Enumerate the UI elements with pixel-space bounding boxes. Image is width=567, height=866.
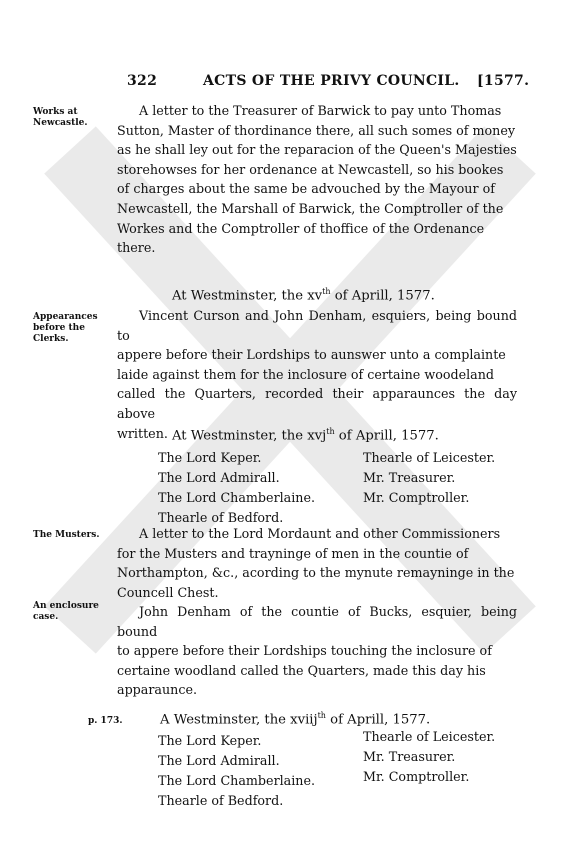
attendee: Mr. Treasurer.: [363, 749, 456, 764]
attendance-list-left: [158, 731, 315, 811]
page-number: 322: [127, 73, 158, 89]
attendance-list-right: [363, 448, 495, 508]
heading-text: At Westminster, the xvj: [172, 428, 327, 444]
margin-note-line: before the: [33, 323, 85, 333]
attendee: The Lord Chamberlaine.: [158, 773, 316, 788]
text-line: certaine woodland called the Quarters, made this day his: [117, 662, 486, 678]
text-line: John Denham of the countie of Bucks, esquier, being bound: [117, 604, 517, 639]
text-line: written.: [117, 425, 168, 441]
margin-note-line: case.: [33, 612, 59, 622]
text-line: for the Musters and trayninge of men in the countie of: [117, 545, 469, 561]
margin-note-line: Clerks.: [33, 334, 69, 344]
paragraph: [117, 306, 517, 443]
heading-text: of Aprill, 1577.: [325, 712, 431, 728]
heading-superscript: th: [326, 427, 335, 436]
attendee: The Lord Keper.: [158, 733, 262, 748]
paragraph: [117, 101, 517, 258]
entry-musters: [117, 524, 517, 602]
margin-note-musters: [33, 530, 100, 541]
text-line: there.: [117, 240, 156, 256]
entry-enclosure: [117, 602, 517, 700]
running-title: ACTS OF THE PRIVY COUNCIL.: [203, 73, 460, 89]
attendee: The Lord Keper.: [158, 450, 262, 465]
attendee: Mr. Comptroller.: [363, 769, 470, 784]
session-heading-16-april: [172, 427, 439, 443]
text-line: Sutton, Master of thordinance there, all such somes of money: [117, 122, 516, 138]
session-heading-18-april: [160, 711, 430, 727]
text-line: storehowses for her ordenance at Newcastell, so his bookes: [117, 161, 504, 177]
text-line: to appere before their Lordships touching the inclosure of: [117, 643, 492, 659]
text-line: Northampton, &c., acording to the mynute remayninge in the: [117, 565, 515, 581]
entry-appearances: [117, 306, 517, 443]
text-line: called the Quarters, recorded their apparaunces the day above: [117, 386, 517, 421]
attendee: Thearle of Leicester.: [363, 450, 496, 465]
heading-text: At Westminster, the xv: [172, 288, 323, 304]
heading-text: of Aprill, 1577.: [334, 428, 439, 444]
margin-note-line: Appearances: [33, 312, 98, 322]
paragraph: [117, 602, 517, 700]
attendee: Thearle of Bedford.: [158, 510, 284, 525]
text-line: Newcastell, the Marshall of Barwick, the Comptroller of the: [117, 200, 504, 216]
margin-note-works: [33, 107, 88, 129]
text-line: Councell Chest.: [117, 584, 219, 600]
text-line: A letter to the Lord Mordaunt and other Commissioners: [139, 526, 501, 541]
entry-works-newcastle: [117, 101, 517, 261]
margin-note-appearances: [33, 312, 98, 345]
margin-note-line: Works at: [33, 107, 78, 117]
attendee: The Lord Admirall.: [158, 753, 280, 768]
header-year: [1577.: [477, 73, 530, 89]
attendance-list-right: [363, 727, 495, 787]
text-line: laide against them for the inclosure of certaine woodeland: [117, 366, 495, 382]
session-heading-15-april: [172, 287, 435, 303]
text-line: apparaunce.: [117, 682, 197, 698]
heading-superscript: th: [322, 287, 331, 296]
attendee: Thearle of Leicester.: [363, 729, 496, 744]
attendee: The Lord Admirall.: [158, 470, 280, 485]
margin-note-line: Newcastle.: [33, 118, 88, 128]
heading-text: A Westminster, the xviij: [160, 712, 318, 728]
attendee: Mr. Comptroller.: [363, 490, 470, 505]
text-line: as he shall ley out for the reparacion of the Queen's Majesties: [117, 142, 517, 158]
text-line: appere before their Lordships to aunswer unto a complainte: [117, 347, 506, 363]
attendee: Mr. Treasurer.: [363, 470, 456, 485]
attendee: Thearle of Bedford.: [158, 793, 284, 808]
text-line: Workes and the Comptroller of thoffice of the Ordenance: [117, 220, 485, 236]
margin-note-line: An enclosure: [33, 601, 99, 611]
text-line: of charges about the same be advouched by the Mayour of: [117, 181, 495, 197]
margin-page-reference: p. 173.: [88, 716, 123, 726]
paragraph: [117, 524, 517, 602]
attendance-list-left: [158, 448, 315, 528]
attendee: The Lord Chamberlaine.: [158, 490, 316, 505]
text-line: A letter to the Treasurer of Barwick to pay unto Thomas: [139, 103, 502, 118]
margin-note-line: The Musters.: [33, 530, 100, 540]
heading-superscript: th: [317, 711, 326, 720]
margin-note-enclosure: [33, 601, 99, 623]
heading-text: of Aprill, 1577.: [330, 288, 435, 304]
text-line: Vincent Curson and John Denham, esquiers, being bound to: [117, 308, 517, 343]
